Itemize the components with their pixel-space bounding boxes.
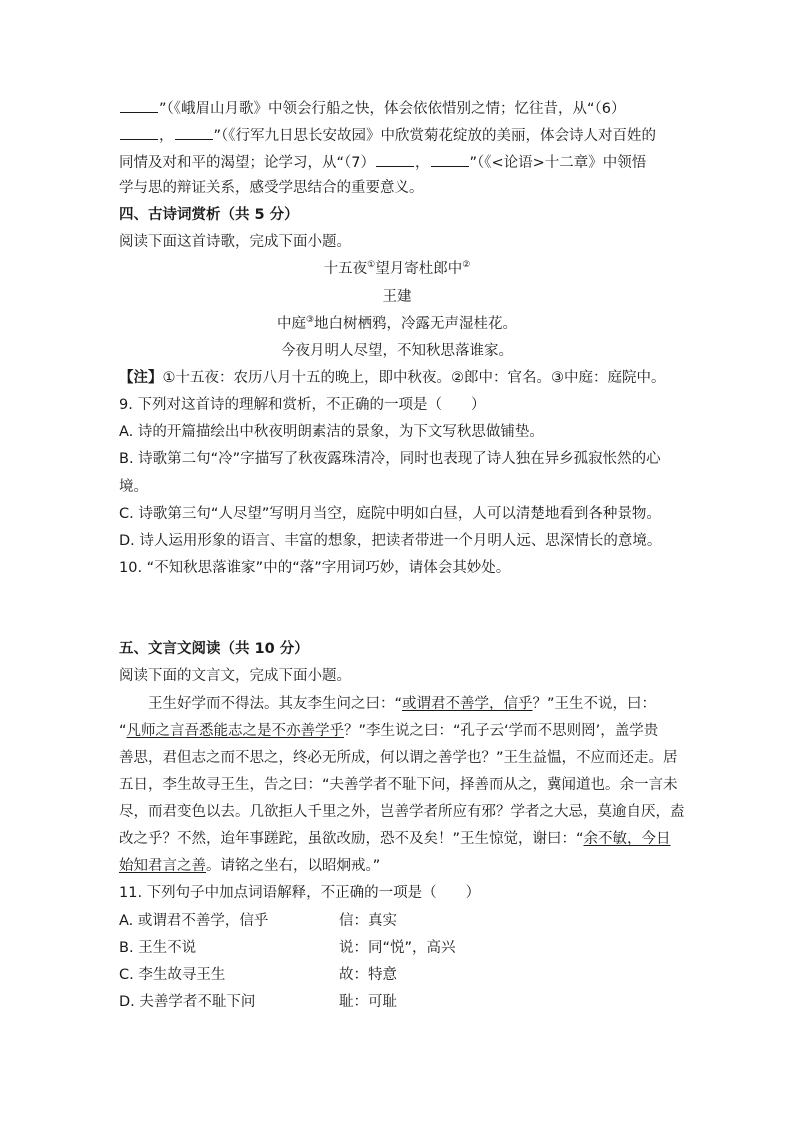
option-b-cont: 境。 [119,479,148,495]
fill-line-4: 学与思的辩证关系，感受学思结合的重要意义。 [119,180,424,196]
passage-line: 始知君言之善。请铭之坐右，以昭炯戒。” [119,858,381,874]
option-c[interactable]: C. 诗歌第三句“人尽望”写明月当空，庭院中明如白昼，人可以清楚地看到各种景物。 [119,506,661,522]
fill-line-1: ”（《峨眉山月歌》中领会行船之快，体会依依惜别之情；忆往昔，从“（6） [119,98,626,119]
poem-title: 十五夜①望月寄杜郎中② [323,260,471,277]
footnote-marker: ① [367,260,376,271]
passage-line: 王生好学而不得法。其友李生问之曰：“或谓君不善学，信乎？”王生不说，曰： [148,696,657,712]
question-stem: 10. “不知秋思落谁家”中的“落”字用词巧妙，请体会其妙处。 [119,560,511,576]
footnote-marker: ③ [305,315,315,326]
section-heading: 五、文言文阅读（共 10 分） [119,641,309,657]
underlined-sentence: 或谓君不善学，信乎 [402,696,533,712]
section-heading: 四、古诗词赏析（共 5 分） [119,207,299,223]
section-intro: 阅读下面这首诗歌，完成下面小题。 [119,234,351,250]
fill-line-2: ， ”（《行军九日思长安故园》中欣赏菊花绽放的美丽，体会诗人对百姓的 [119,125,656,146]
option-b[interactable]: B. 王生不说 说：同“悦”，高兴 [119,940,456,956]
answer-blank[interactable] [120,125,158,140]
passage-line: 善思，君但志之而不思之，终必无所成，何以谓之善学也？”王生益愠，不应而还走。居 [119,750,678,766]
passage-line: 尽，而君变色以去。几欲拒人千里之外，岂善学者所应有邪？学者之大忌，莫逾自厌，盍 [119,804,685,820]
underlined-sentence: 凡师之言吾悉能志之是不亦善学乎 [126,723,345,739]
answer-blank[interactable] [120,98,158,113]
poem-notes: 【注】①十五夜：农历八月十五的晚上，即中秋夜。②郎中：官名。③中庭：庭院中。 [119,370,666,386]
passage-line: 五日，李生故寻王生，告之曰：“夫善学者不耻下问，择善而从之，冀闻道也。余一言未 [119,777,678,793]
fill-line-3: 同情及对和平的渴望；论学习，从“（7） ， ”（《<论语>十二章》中领悟 [119,152,646,173]
option-c[interactable]: C. 李生故寻王生 故：特意 [119,967,397,983]
question-stem: 9. 下列对这首诗的理解和赏析，不正确的一项是（ ） [119,397,486,413]
question-stem: 11. 下列句子中加点词语解释，不正确的一项是（ ） [119,885,481,901]
poem-author: 王建 [382,289,412,305]
answer-blank[interactable] [175,125,213,140]
poem-line: 今夜月明人尽望，不知秋思落谁家。 [281,343,513,359]
underlined-sentence: 余不敏，今日 [583,831,671,847]
passage-line: “凡师之言吾悉能志之是不亦善学乎？”李生说之曰：“孔子云‘学而不思则罔’，盖学贵 [119,723,659,739]
option-d[interactable]: D. 诗人运用形象的语言、丰富的想象，把读者带进一个月明人远、思深情长的意境。 [119,533,662,549]
poem-line: 中庭③地白树栖鸦，冷露无声湿桂花。 [276,315,518,332]
option-a[interactable]: A. 诗的开篇描绘出中秋夜明朗素洁的景象，为下文写秋思做铺垫。 [119,424,544,440]
footnote-marker: ② [462,260,471,271]
option-b[interactable]: B. 诗歌第二句“冷”字描写了秋夜露珠清冷，同时也表现了诗人独在异乡孤寂怅然的心 [119,451,661,467]
answer-blank[interactable] [376,152,414,167]
option-d[interactable]: D. 夫善学者不耻下问 耻：可耻 [119,994,397,1010]
passage-line: 改之乎？不然，迨年事蹉跎，虽欲改励，恐不及矣！”王生惊觉，谢曰：“余不敏，今日 [119,831,671,847]
section-intro: 阅读下面的文言文，完成下面小题。 [119,668,351,684]
option-a[interactable]: A. 或谓君不善学，信乎 信：真实 [119,913,397,929]
underlined-sentence: 始知君言之善 [119,858,206,874]
answer-blank[interactable] [431,152,469,167]
